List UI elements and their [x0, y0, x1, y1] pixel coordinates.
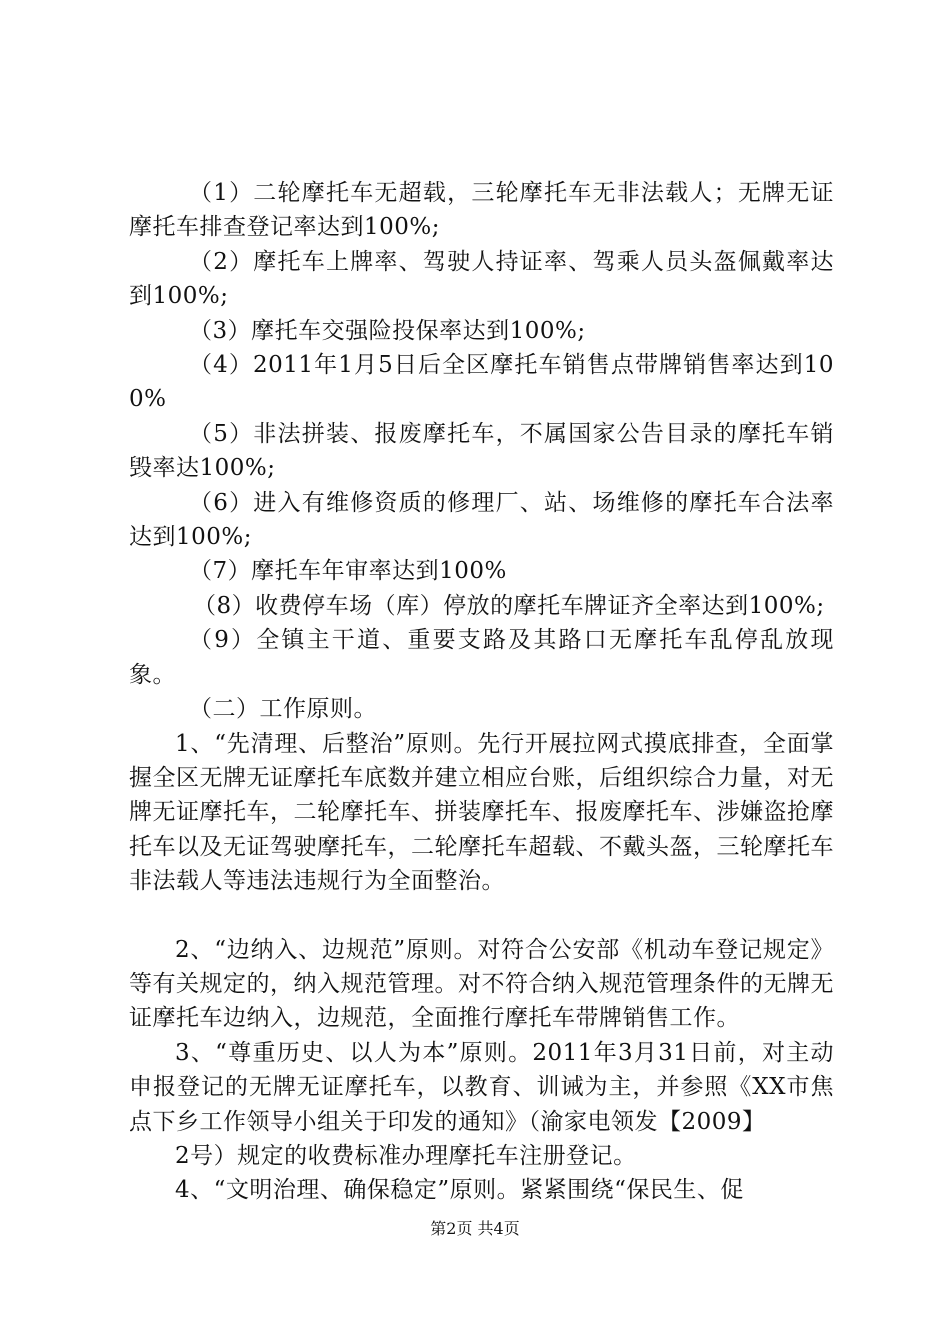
paragraph-goal-5: （5）非法拼装、报废摩托车，不属国家公告目录的摩托车销毁率达100%; [129, 420, 834, 482]
paragraph-gap [129, 899, 834, 933]
paragraph-principle-4: 4、“文明治理、确保稳定”原则。紧紧围绕“保民生、促 [175, 1177, 744, 1204]
section-heading-principles: （二）工作原则。 [189, 696, 377, 723]
document-body [129, 176, 834, 1208]
paragraph-goal-4: （4）2011年1月5日后全区摩托车销售点带牌销售率达到100% [129, 352, 834, 413]
paragraph-goal-1: （1）二轮摩托车无超载，三轮摩托车无非法载人；无牌无证摩托车排查登记率达到100%; [129, 180, 834, 241]
paragraph-principle-3-continued: 2号）规定的收费标准办理摩托车注册登记。 [175, 1142, 637, 1169]
paragraph-goal-7: （7）摩托车年审率达到100% [189, 558, 507, 585]
paragraph-goal-3: （3）摩托车交强险投保率达到100%; [189, 317, 586, 344]
paragraph-principle-1: 1、“先清理、后整治”原则。先行开展拉网式摸底排查，全面掌握全区无牌无证摩托车底数并建立相应台账，后组织综合力量，对无牌无证摩托车，二轮摩托车、拼装摩托车、报废摩托车、涉嫌盗抢摩托车以及无证驾驶摩托车，二轮摩托车超载、不戴头盔，三轮摩托车非法载人等违法违规行为全面整治。 [129, 730, 834, 895]
paragraph-goal-9: （9）全镇主干道、重要支路及其路口无摩托车乱停乱放现象。 [129, 627, 834, 688]
paragraph-goal-2: （2）摩托车上牌率、驾驶人持证率、驾乘人员头盔佩戴率达到100%; [129, 248, 834, 310]
paragraph-principle-2: 2、“边纳入、边规范”原则。对符合公安部《机动车登记规定》等有关规定的，纳入规范管理。对不符合纳入规范管理条件的无牌无证摩托车边纳入，边规范，全面推行摩托车带牌销售工作。 [129, 936, 834, 1032]
paragraph-goal-6: （6）进入有维修资质的修理厂、站、场维修的摩托车合法率达到100%; [129, 489, 834, 551]
paragraph-goal-8: （8）收费停车场（库）停放的摩托车牌证齐全率达到100%; [193, 592, 825, 619]
paragraph-principle-3: 3、“尊重历史、以人为本”原则。2011年3月31日前，对主动申报登记的无牌无证摩托车，以教育、训诫为主，并参照《XX市焦点下乡工作领导小组关于印发的通知》（渝家电领发【2009】 [129, 1039, 834, 1135]
page-number-footer: 第2页 共4页 [430, 1219, 520, 1238]
